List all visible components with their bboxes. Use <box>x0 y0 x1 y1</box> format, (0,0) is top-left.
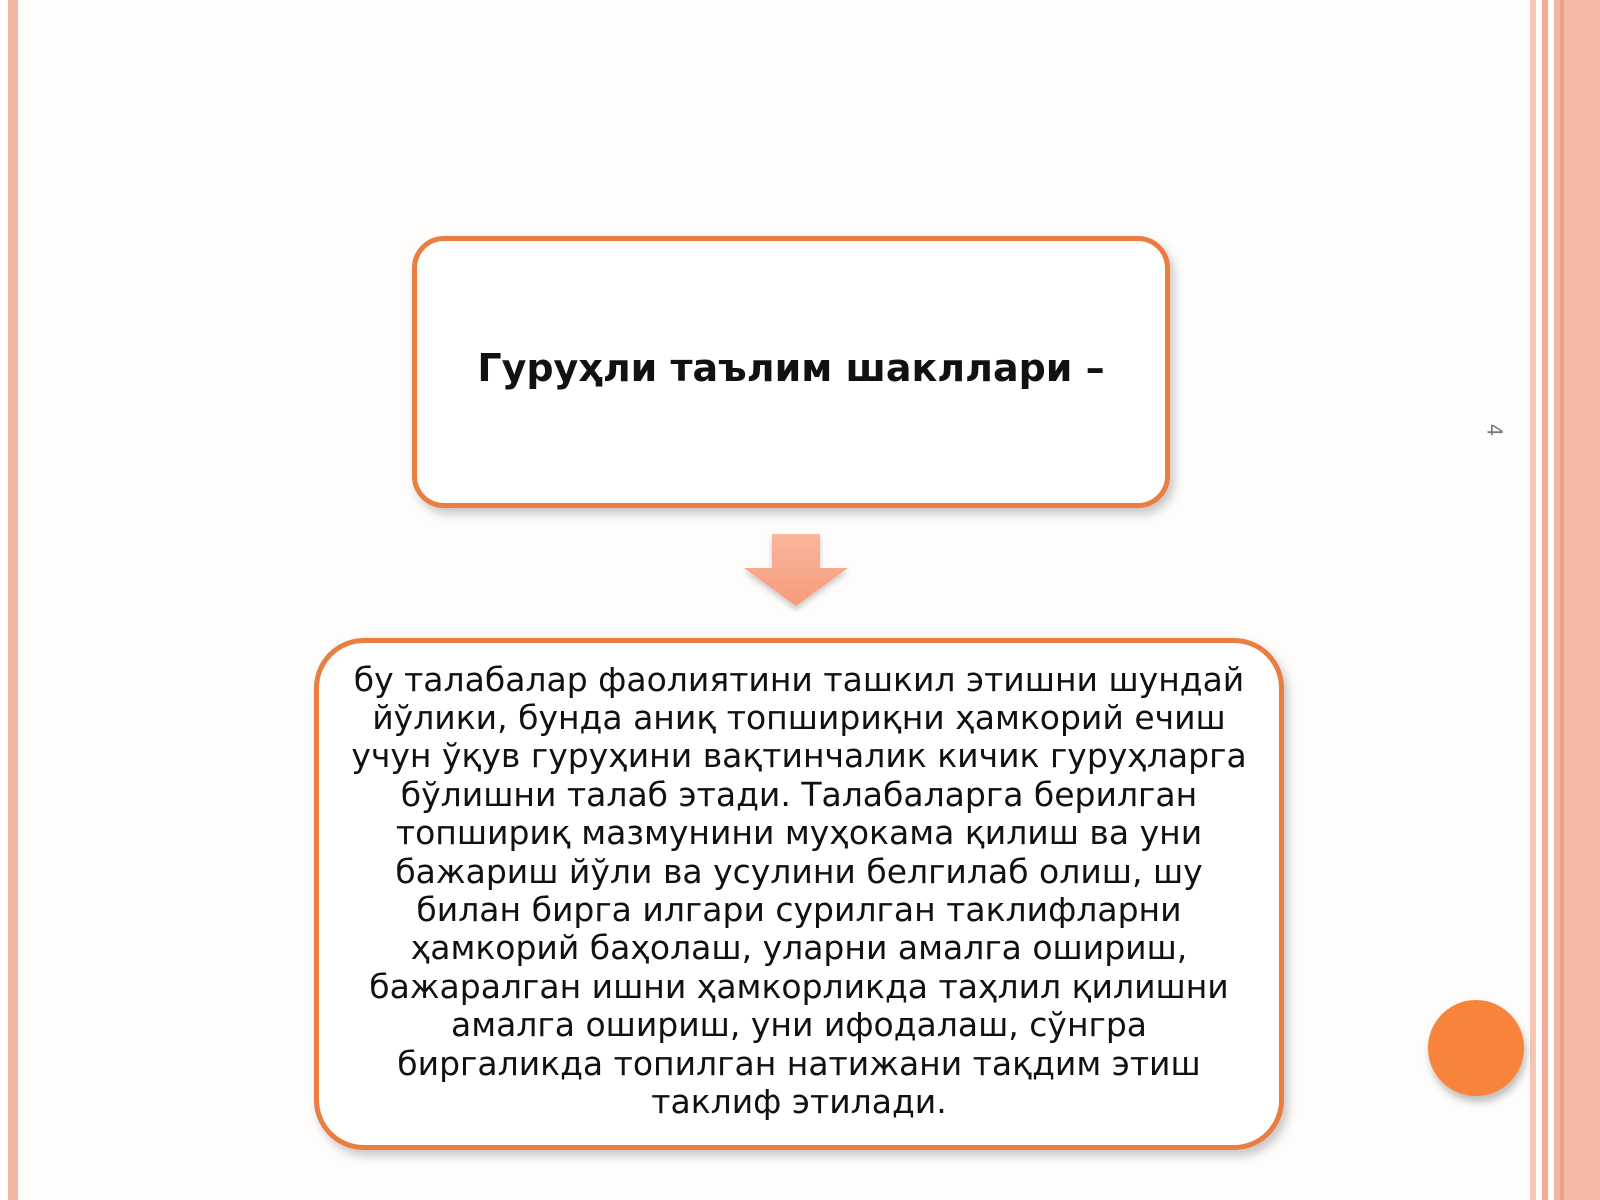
stripe <box>1530 0 1536 1200</box>
stripe <box>1560 0 1564 1200</box>
slide-page-number: 4 <box>1482 423 1507 437</box>
top-box-title: Гуруҳли таълим шакллари – <box>477 346 1105 390</box>
stripe <box>1542 0 1548 1200</box>
bottom-box <box>314 638 1284 1150</box>
top-box <box>412 236 1170 508</box>
down-arrow-icon <box>742 534 850 612</box>
orange-circle-decoration <box>1428 1000 1524 1096</box>
left-border-decoration <box>8 0 18 1200</box>
bottom-box-text: бу талабалар фаолиятини ташкил этишни шундай йўлики, бунда аниқ топшириқни ҳамкорий ечиш учун ўқув гуруҳини вақтинчалик кичик гуруҳларга бўлишни талаб этади. Талабаларга берилган топшириқ мазмунини муҳокама қилиш ва уни бажариш йўли ва усулини белгилаб олиш, шу билан бирга илгари сурилган таклифларни ҳамкорий баҳолаш, уларни амалга ошириш, бажаралган ишни ҳамкорликда таҳлил қилишни амалга ошириш, уни ифодалаш, сўнгра биргаликда топилган натижани тақдим этиш таклиф этилади. <box>351 659 1247 1122</box>
right-stripes-decoration <box>1530 0 1600 1200</box>
